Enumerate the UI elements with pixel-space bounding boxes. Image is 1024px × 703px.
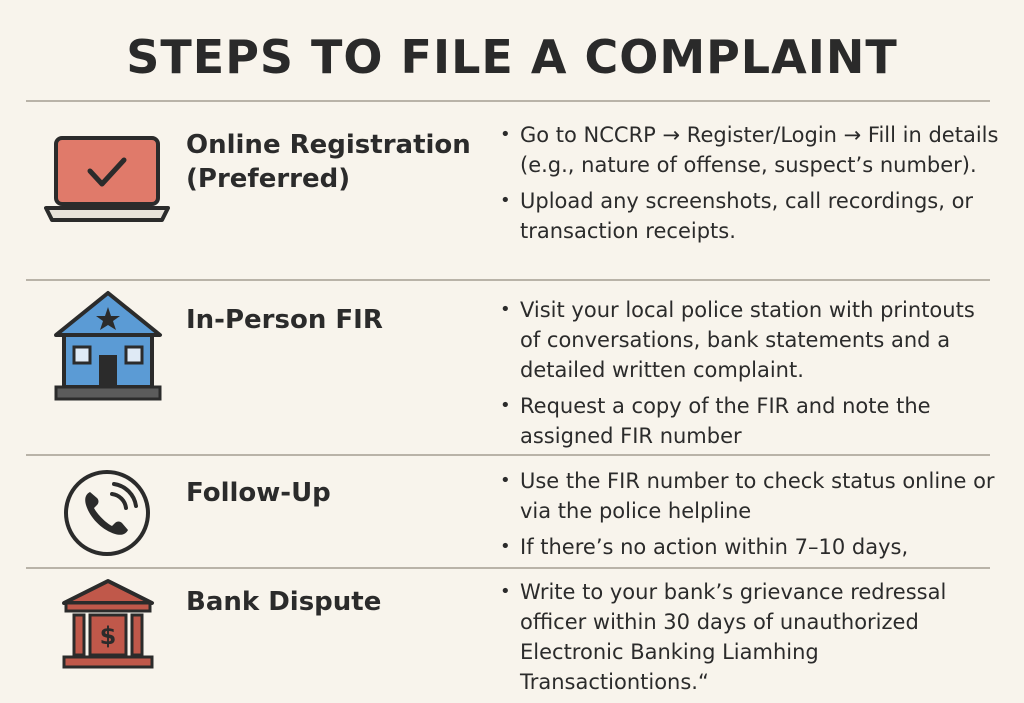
bullet-item: • If there’s no action within 7–10 days, bbox=[500, 532, 1000, 562]
page-title: STEPS TO FILE A COMPLAINT bbox=[126, 30, 898, 84]
bullet-item: • Upload any screenshots, call recordings, or transaction receipts. bbox=[500, 186, 1000, 246]
svg-text:$: $ bbox=[99, 622, 117, 650]
step-bullets bbox=[500, 466, 1000, 568]
step-heading: Online Registration (Preferred) bbox=[186, 130, 471, 194]
bullet-item: • Write to your bank’s grievance redressal officer within 30 days of unauthorized Electronic Banking Liamhing Transactiontions.“ bbox=[500, 577, 1000, 697]
police-station-icon bbox=[52, 289, 164, 413]
bullet-item: • Use the FIR number to check status online or via the police helpline bbox=[500, 466, 1000, 526]
step-heading: Follow-Up bbox=[186, 478, 331, 508]
step-bullets bbox=[500, 120, 1000, 252]
bullet-item: • Go to NCCRP → Register/Login → Fill in details (e.g., nature of offense, suspect’s number). bbox=[500, 120, 1000, 180]
step-online-registration bbox=[0, 102, 1024, 278]
phone-call-icon bbox=[62, 468, 152, 562]
step-bullets bbox=[500, 577, 1000, 703]
bullet-item: • Request a copy of the FIR and note the assigned FIR number bbox=[500, 391, 1000, 451]
bank-icon bbox=[60, 577, 156, 677]
step-follow-up bbox=[0, 456, 1024, 566]
step-heading: Bank Dispute bbox=[186, 587, 382, 617]
bullet-item: • Visit your local police station with printouts of conversations, bank statements and a detailed written complaint. bbox=[500, 295, 1000, 385]
step-bullets bbox=[500, 295, 1000, 457]
step-bank-dispute bbox=[0, 569, 1024, 694]
laptop-check-icon bbox=[44, 134, 170, 230]
step-in-person-fir bbox=[0, 281, 1024, 453]
step-heading: In-Person FIR bbox=[186, 305, 383, 335]
